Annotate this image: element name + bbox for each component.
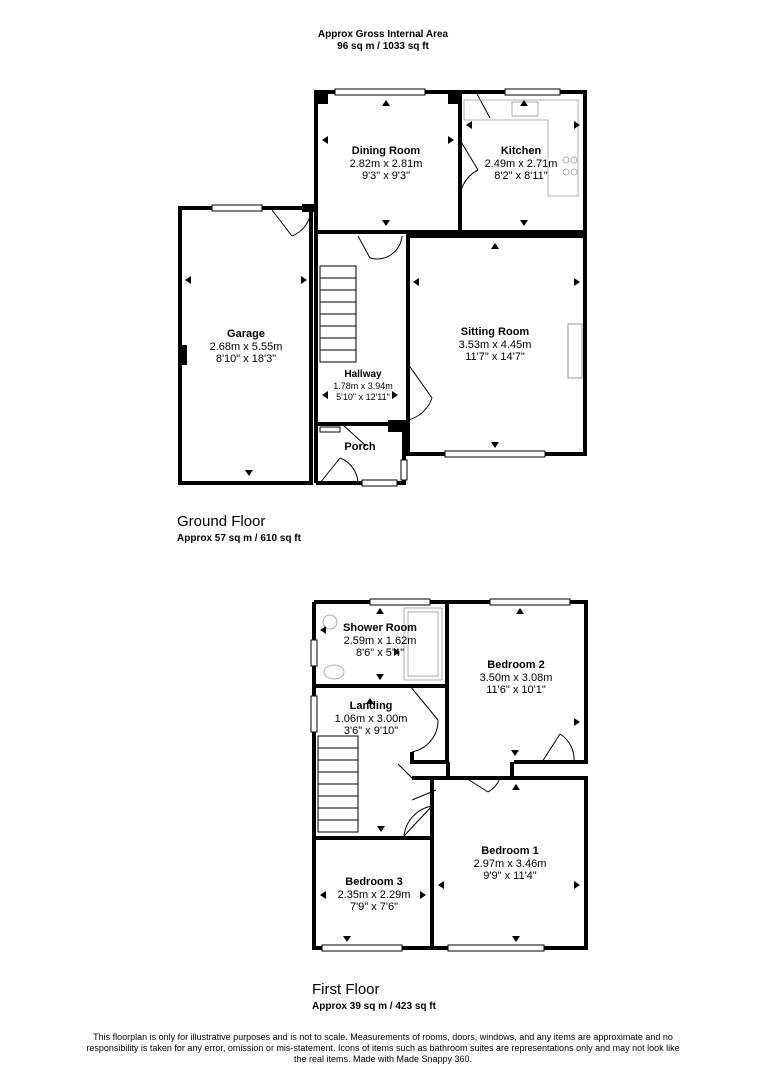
room-name: Sitting Room	[460, 326, 530, 338]
ground-floor-title: Ground Floor	[177, 513, 266, 530]
room-imperial: 8'2" x 8'11"	[494, 170, 548, 182]
room-metric: 2.82m x 2.81m	[349, 158, 423, 170]
first-floor-title: First Floor	[312, 981, 380, 998]
room-imperial: 11'7" x 14'7"	[465, 351, 525, 363]
room-metric: 2.59m x 1.62m	[343, 635, 417, 647]
garage-fixture	[181, 345, 187, 365]
room-bedroom1	[460, 845, 560, 882]
room-sitting	[440, 326, 550, 363]
room-name: Hallway	[344, 369, 382, 380]
ground-stairs	[320, 266, 356, 362]
room-bedroom2	[466, 659, 566, 696]
room-name: Shower Room	[343, 622, 417, 634]
room-imperial: 9'9" x 11'4"	[483, 870, 537, 882]
room-name: Dining Room	[351, 145, 421, 157]
room-landing	[326, 700, 416, 737]
room-porch	[330, 441, 390, 454]
room-imperial: 9'3" x 9'3"	[361, 170, 411, 182]
room-hallway	[328, 369, 398, 403]
fireplace	[568, 324, 582, 378]
room-imperial: 11'6" x 10'1"	[486, 684, 546, 696]
header-area: 96 sq m / 1033 sq ft	[337, 41, 429, 52]
room-metric: 3.50m x 3.08m	[479, 672, 553, 684]
room-name: Porch	[344, 441, 376, 453]
disclaimer: This floorplan is only for illustrative purposes and is not to scale. Measurements of rooms, doors, windows, and any items are approximate and no responsibility is taken for any error, omission or mis-statement. Icons of items such as bathroom suites are representations only and may not look like the real items. Made with Made Snappy 360.	[86, 1032, 680, 1064]
header-title: Approx Gross Internal Area	[317, 29, 449, 40]
room-name: Landing	[349, 700, 393, 712]
room-imperial: 7'9" x 7'6"	[349, 901, 399, 913]
first-floor-area: Approx 39 sq m / 423 sq ft	[312, 1001, 436, 1012]
ground-floor-area: Approx 57 sq m / 610 sq ft	[177, 533, 301, 544]
room-bedroom3	[326, 876, 422, 913]
room-metric: 2.49m x 2.71m	[484, 158, 558, 170]
room-name: Bedroom 3	[345, 876, 403, 888]
room-imperial: 3'6" x 9'10"	[343, 725, 399, 737]
room-name: Bedroom 2	[487, 659, 545, 671]
room-metric: 3.53m x 4.45m	[458, 339, 532, 351]
room-garage	[196, 328, 296, 365]
room-kitchen	[476, 145, 566, 182]
room-imperial: 8'10" x 18'3"	[215, 353, 277, 365]
room-metric: 2.97m x 3.46m	[473, 858, 547, 870]
room-dining	[336, 145, 436, 182]
room-metric: 2.68m x 5.55m	[209, 341, 283, 353]
room-imperial: 5'10" x 12'11"	[336, 392, 390, 402]
room-name: Garage	[227, 328, 265, 340]
room-name: Kitchen	[500, 145, 542, 157]
room-metric: 1.78m x 3.94m	[333, 381, 393, 391]
first-stairs	[318, 736, 358, 832]
room-shower	[330, 622, 430, 659]
room-imperial: 8'6" x 5'4"	[355, 647, 405, 659]
room-metric: 2.35m x 2.29m	[337, 889, 411, 901]
room-metric: 1.06m x 3.00m	[334, 713, 408, 725]
room-name: Bedroom 1	[481, 845, 539, 857]
